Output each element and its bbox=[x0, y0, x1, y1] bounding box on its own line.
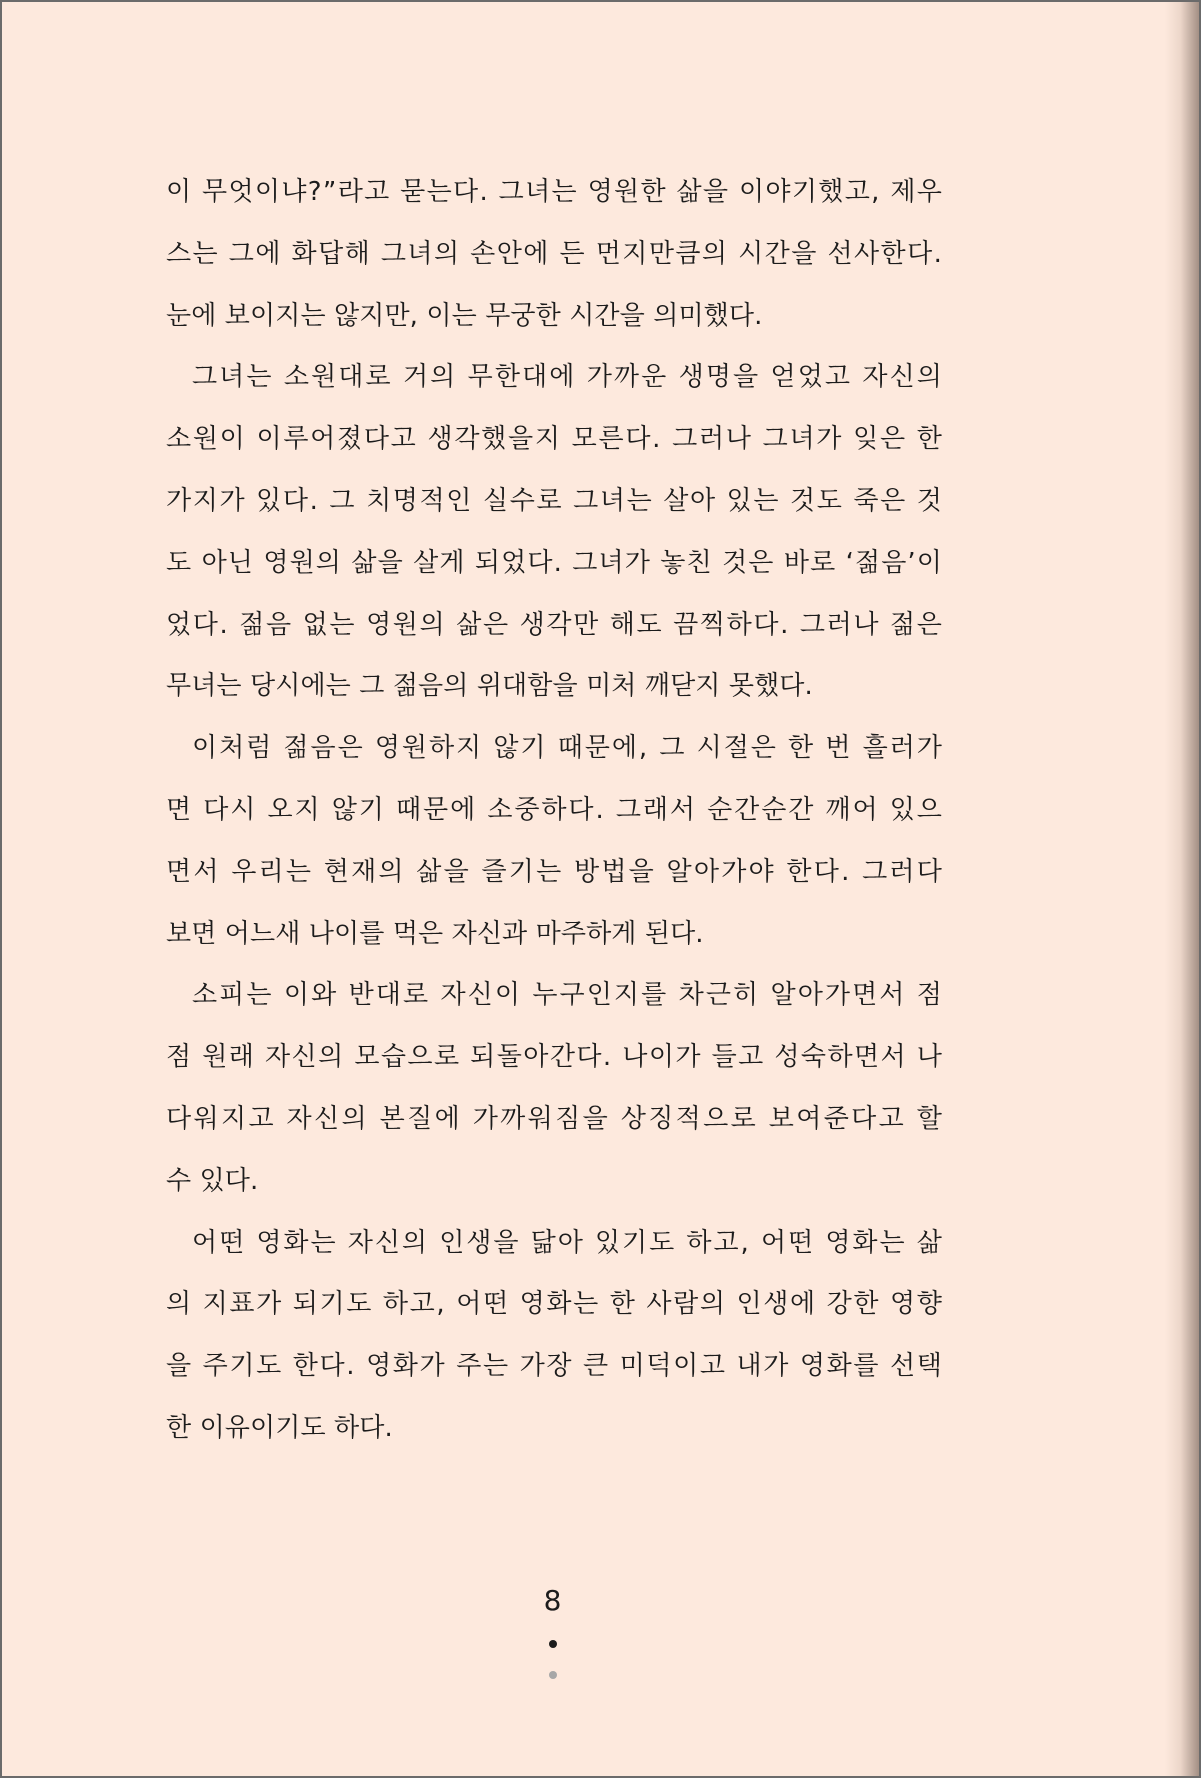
text-line: 무녀는 당시에는 그 젊음의 위대함을 미처 깨닫지 못했다. bbox=[166, 671, 813, 702]
text-line: 다워지고 자신의 본질에 가까워짐을 상징적으로 보여준다고 할 bbox=[166, 1103, 945, 1134]
text-line: 스는 그에 화답해 그녀의 손안에 든 먼지만큼의 시간을 선사한다. bbox=[166, 238, 944, 269]
current-page-indicator-dot bbox=[549, 1640, 557, 1648]
text-line: 을 주기도 한다. 영화가 주는 가장 큰 미덕이고 내가 영화를 선택 bbox=[166, 1351, 944, 1382]
text-line: 어떤 영화는 자신의 인생을 닮아 있기도 하고, 어떤 영화는 삶 bbox=[192, 1227, 944, 1258]
text-line: 눈에 보이지는 않지만, 이는 무궁한 시간을 의미했다. bbox=[166, 300, 763, 331]
text-line: 수 있다. bbox=[166, 1165, 259, 1196]
text-line: 이처럼 젊음은 영원하지 않기 때문에, 그 시절은 한 번 흘러가 bbox=[192, 733, 944, 764]
text-line: 면서 우리는 현재의 삶을 즐기는 방법을 알아가야 한다. 그러다 bbox=[166, 856, 945, 887]
text-line: 한 이유이기도 하다. bbox=[166, 1412, 393, 1443]
page-edge-shadow bbox=[1165, 2, 1199, 1776]
text-line: 면 다시 오지 않기 때문에 소중하다. 그래서 순간순간 깨어 있으 bbox=[166, 794, 944, 825]
page-number: 8 bbox=[543, 1584, 562, 1617]
text-line: 점 원래 자신의 모습으로 되돌아간다. 나이가 들고 성숙하면서 나 bbox=[166, 1042, 944, 1073]
text-line: 보면 어느새 나이를 먹은 자신과 마주하게 된다. bbox=[166, 918, 704, 949]
body-text bbox=[166, 162, 945, 1460]
text-line: 도 아닌 영원의 삶을 살게 되었다. 그녀가 놓친 것은 바로 ‘젊음’이 bbox=[166, 547, 943, 578]
text-line: 가지가 있다. 그 치명적인 실수로 그녀는 살아 있는 것도 죽은 것 bbox=[166, 485, 944, 516]
text-line: 소원이 이루어졌다고 생각했을지 모른다. 그러나 그녀가 잊은 한 bbox=[166, 424, 944, 455]
text-line: 었다. 젊음 없는 영원의 삶은 생각만 해도 끔찍하다. 그러나 젊은 bbox=[166, 609, 944, 640]
page-indicator-dot bbox=[549, 1671, 557, 1679]
text-line: 이 무엇이냐?”라고 묻는다. 그녀는 영원한 삶을 이야기했고, 제우 bbox=[166, 177, 944, 207]
text-line: 의 지표가 되기도 하고, 어떤 영화는 한 사람의 인생에 강한 영향 bbox=[166, 1289, 944, 1320]
text-line: 소피는 이와 반대로 자신이 누구인지를 차근히 알아가면서 점 bbox=[192, 980, 944, 1011]
text-line: 그녀는 소원대로 거의 무한대에 가까운 생명을 얻었고 자신의 bbox=[192, 362, 944, 393]
